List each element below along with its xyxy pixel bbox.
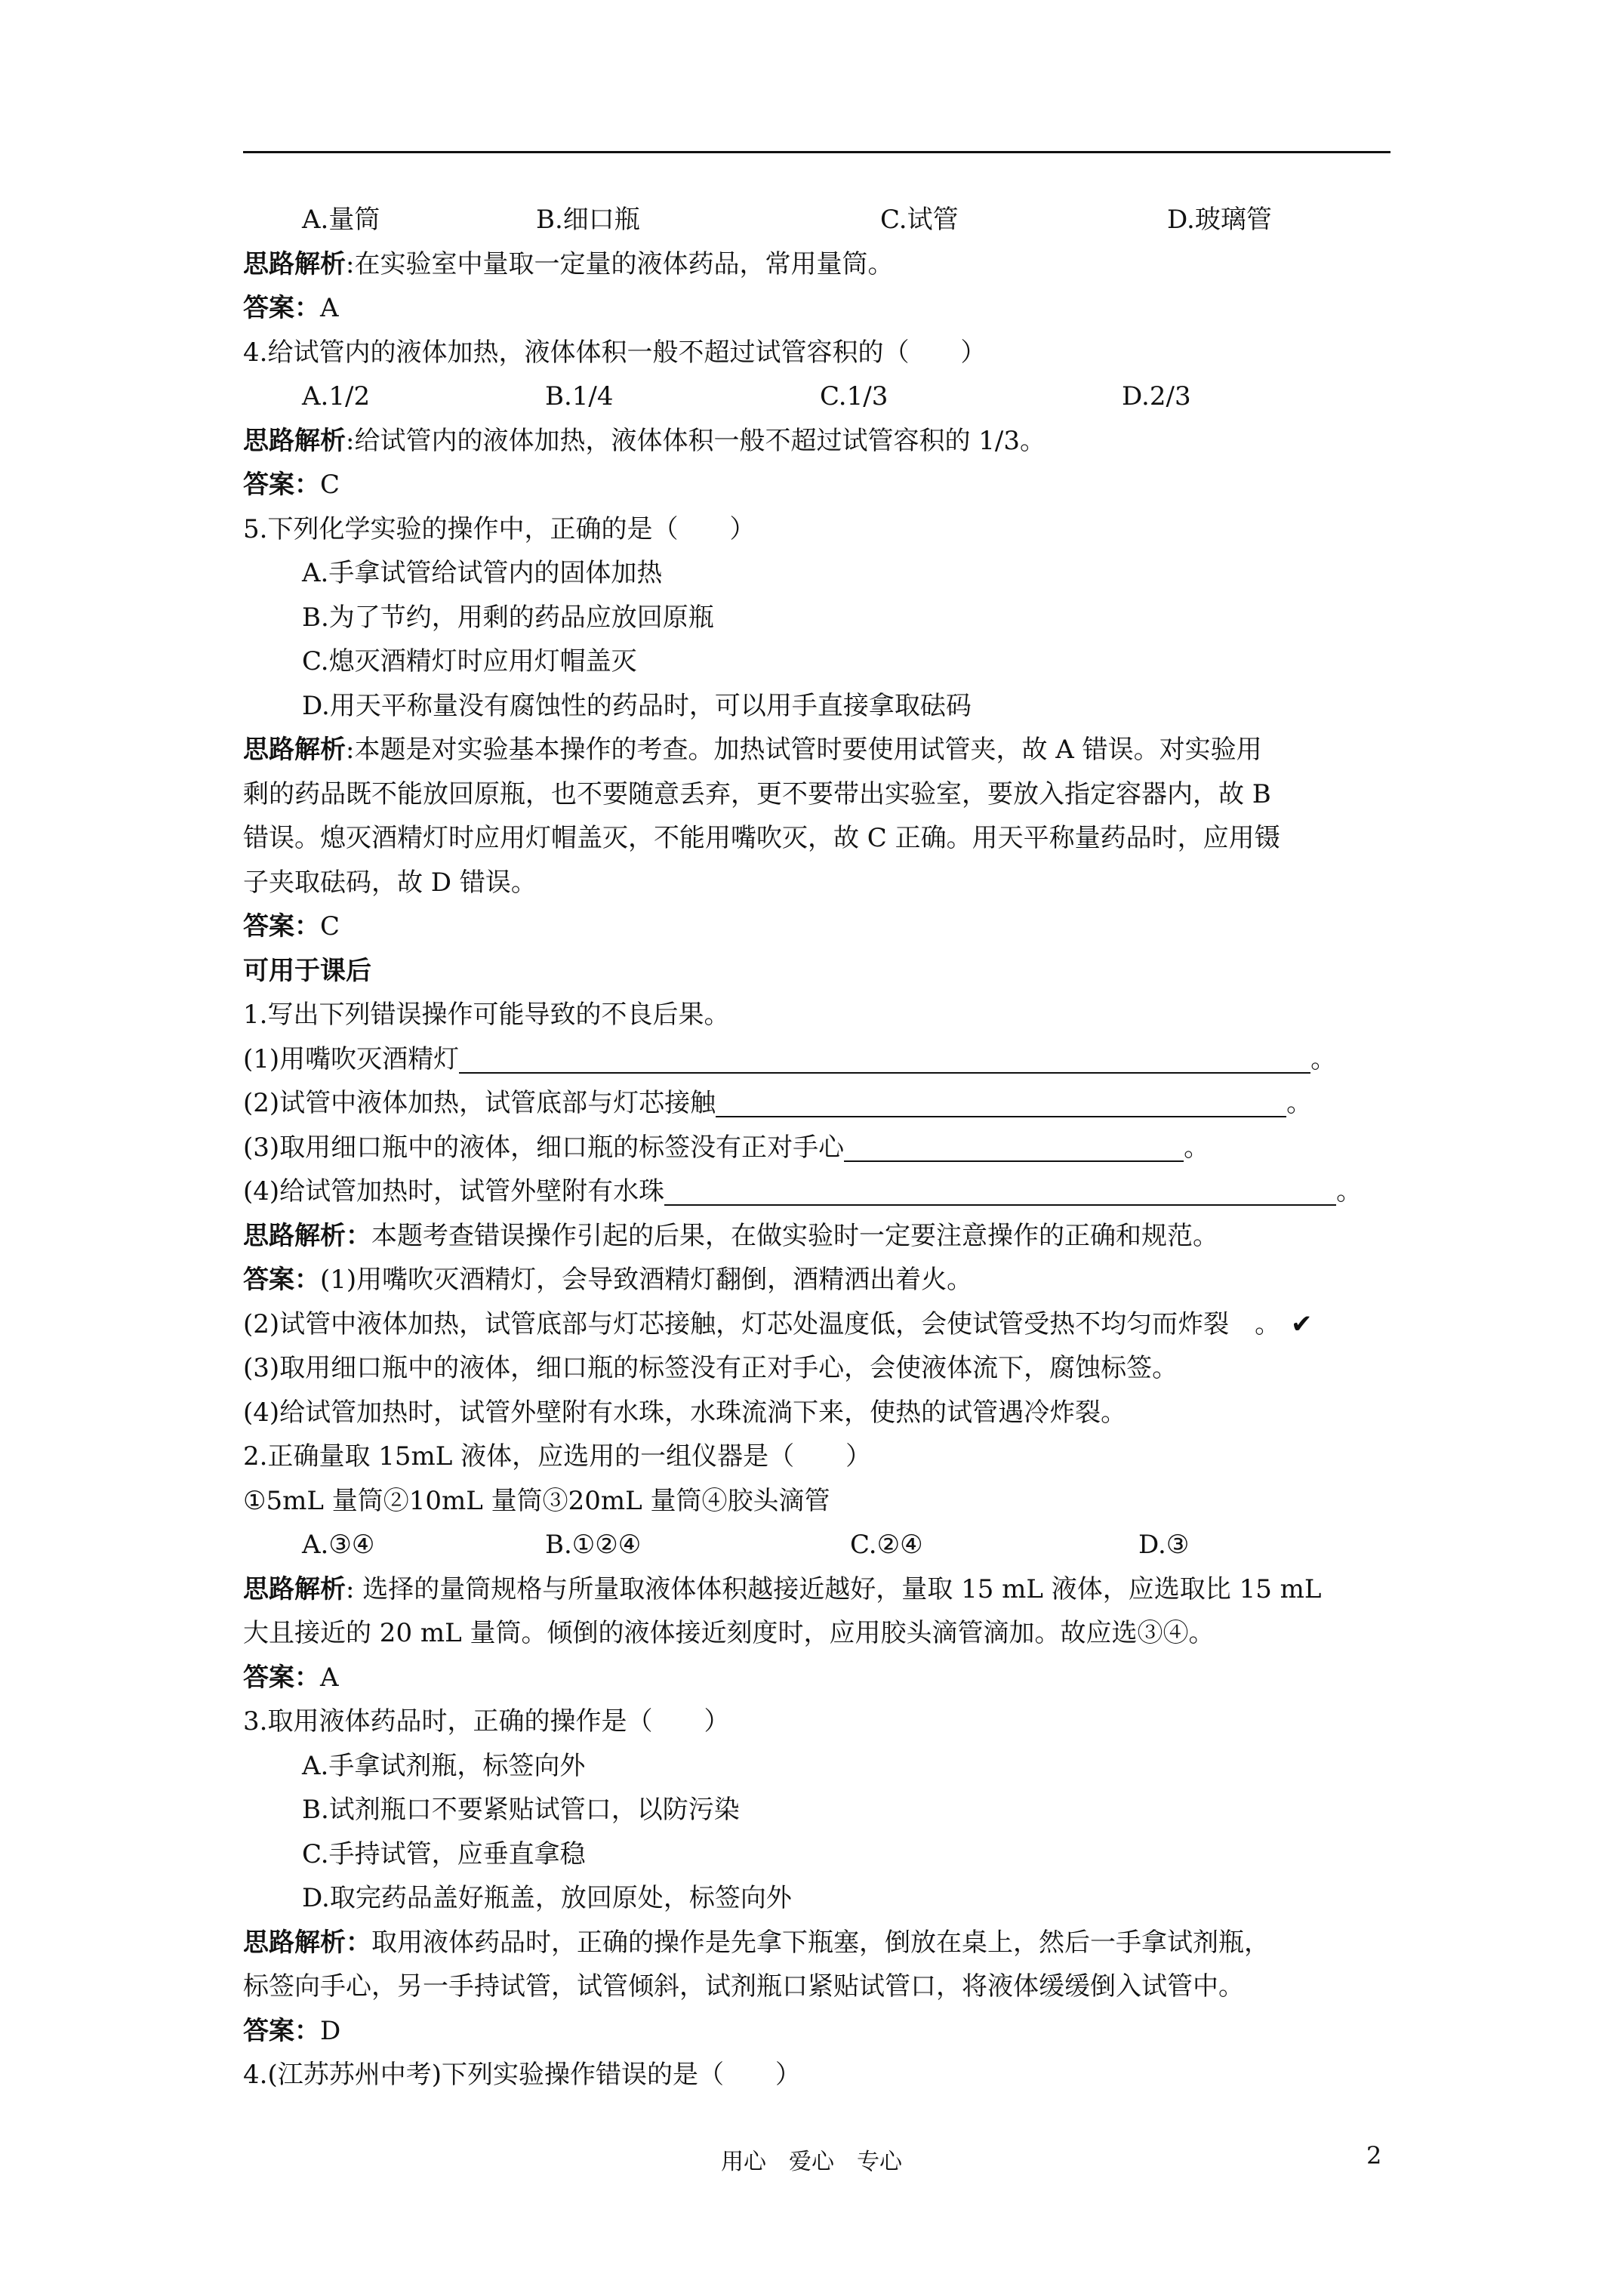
analysis-label: 思路解析： [243, 1220, 371, 1251]
after1-item-1 [243, 1037, 1406, 1082]
option: A.③④ [302, 1530, 375, 1560]
section-title: 可用于课后 [243, 955, 371, 986]
after1-answer-cont: (4)给试管加热时，试管外壁附有水珠，水珠流淌下来，使热的试管遇冷炸裂。 [243, 1397, 1127, 1428]
answer-blank[interactable] [664, 1176, 1336, 1206]
footer-motto: 用心 爱心 专心 [721, 2149, 902, 2175]
analysis-text: :在实验室中量取一定量的液体药品，常用量筒。 [346, 248, 894, 279]
option: D.玻璃管 [1167, 205, 1272, 235]
header-rule [243, 151, 1390, 153]
analysis-text: : 选择的量筒规格与所量取液体体积越接近越好，量取 15 mL 液体，应选取比 15 mL [346, 1573, 1322, 1604]
answer-value: C [320, 911, 340, 942]
answer-value: A [320, 1662, 339, 1693]
answer-blank[interactable] [844, 1132, 1184, 1162]
analysis-label: 思路解析 [243, 248, 346, 279]
answer-label: 答案： [243, 470, 320, 500]
option: B.细口瓶 [536, 205, 640, 235]
answer-label: 答案： [243, 911, 320, 942]
q5-analysis-cont: 错误。熄灭酒精灯时应用灯帽盖灭，不能用嘴吹灭，故 C 正确。用天平称量药品时，应用镊 [243, 823, 1280, 853]
analysis-text: 取用液体药品时，正确的操作是先拿下瓶塞，倒放在桌上，然后一手拿试剂瓶， [371, 1927, 1270, 1958]
option: D.2/3 [1122, 381, 1191, 411]
q4-question: 4.给试管内的液体加热，液体体积一般不超过试管容积的（ ） [243, 337, 987, 368]
item-text: (4)给试管加热时，试管外壁附有水珠 [243, 1176, 665, 1207]
after3-analysis-cont: 标签向手心，另一手持试管，试管倾斜，试剂瓶口紧贴试管口，将液体缓缓倒入试管中。 [243, 1971, 1244, 2002]
option: C.②④ [850, 1530, 923, 1560]
analysis-label: 思路解析 [243, 735, 346, 765]
q5-question: 5.下列化学实验的操作中，正确的是（ ） [243, 513, 756, 544]
after2-choices: ①5mL 量筒②10mL 量筒③20mL 量筒④胶头滴管 [243, 1485, 830, 1516]
option: A.量筒 [302, 205, 380, 235]
q5-option-d: D.用天平称量没有腐蚀性的药品时，可以用手直接拿取砝码 [302, 690, 972, 721]
answer-label: 答案： [243, 1662, 320, 1693]
after1-answer-cont: (3)取用细口瓶中的液体，细口瓶的标签没有正对手心，会使液体流下，腐蚀标签。 [243, 1353, 1178, 1383]
after3-option-d: D.取完药品盖好瓶盖，放回原处，标签向外 [302, 1883, 792, 1913]
after4-question: 4.(江苏苏州中考)下列实验操作错误的是（ ） [243, 2060, 801, 2090]
after2-options [243, 1523, 1406, 1567]
answer-label: 答案： [243, 1265, 320, 1295]
q4-answer [243, 463, 1406, 507]
q5-analysis-cont: 子夹取砝码，故 D 错误。 [243, 867, 537, 898]
period: 。 [1310, 1043, 1337, 1074]
option: B.①②④ [545, 1530, 642, 1560]
q3-analysis [243, 242, 1406, 287]
answer-value: D [320, 2015, 341, 2046]
after2-analysis-cont: 大且接近的 20 mL 量筒。倾倒的液体接近刻度时，应用胶头滴管滴加。故应选③④。 [243, 1618, 1215, 1648]
answer-label: 答案： [243, 293, 320, 323]
answer-blank[interactable] [716, 1087, 1286, 1117]
after1-item-4 [243, 1170, 1406, 1214]
document-body [243, 198, 1406, 2097]
analysis-text: :本题是对实验基本操作的考查。加热试管时要使用试管夹，故 A 错误。对实验用 [346, 735, 1262, 765]
after2-question: 2.正确量取 15mL 液体，应选用的一组仪器是（ ） [243, 1441, 872, 1472]
q3-options [243, 198, 1406, 242]
answer-text: (1)用嘴吹灭酒精灯，会导致酒精灯翻倒，酒精洒出着火。 [320, 1265, 973, 1295]
q4-options [243, 374, 1406, 419]
after2-answer [243, 1656, 1406, 1700]
after3-answer [243, 2009, 1406, 2054]
option: C.试管 [880, 205, 959, 235]
option: B.1/4 [545, 381, 614, 411]
after2-analysis [243, 1567, 1406, 1612]
option: D.③ [1138, 1530, 1190, 1560]
q5-option-b: B.为了节约，用剩的药品应放回原瓶 [302, 602, 714, 633]
answer-text: (2)试管中液体加热，试管底部与灯芯接触，灯芯处温度低，会使试管受热不均匀而炸裂 。 [243, 1308, 1281, 1339]
after1-item-2 [243, 1081, 1406, 1126]
after3-question: 3.取用液体药品时，正确的操作是（ ） [243, 1706, 730, 1737]
period: 。 [1184, 1132, 1210, 1163]
after1-analysis [243, 1214, 1406, 1259]
analysis-label: 思路解析： [243, 1927, 371, 1958]
check-mark-icon: ✔ [1291, 1308, 1313, 1339]
analysis-text: :给试管内的液体加热，液体体积一般不超过试管容积的 1/3。 [346, 425, 1046, 456]
period: 。 [1286, 1088, 1313, 1118]
answer-label: 答案： [243, 2015, 320, 2046]
item-text: (1)用嘴吹灭酒精灯 [243, 1043, 460, 1074]
after1-answer-cont [243, 1302, 1406, 1347]
q4-analysis [243, 419, 1406, 464]
page-number: 2 [1366, 2141, 1382, 2170]
q5-answer [243, 905, 1406, 949]
answer-value: C [320, 470, 340, 500]
q5-option-c: C.熄灭酒精灯时应用灯帽盖灭 [302, 646, 637, 676]
option: C.1/3 [820, 381, 888, 411]
after3-option-c: C.手持试管，应垂直拿稳 [302, 1838, 586, 1869]
item-text: (3)取用细口瓶中的液体，细口瓶的标签没有正对手心 [243, 1132, 845, 1163]
answer-blank[interactable] [459, 1043, 1310, 1074]
answer-value: A [320, 293, 339, 323]
q3-answer [243, 286, 1406, 331]
after1-answer [243, 1258, 1406, 1302]
item-text: (2)试管中液体加热，试管底部与灯芯接触 [243, 1088, 716, 1118]
period: 。 [1336, 1176, 1363, 1207]
after3-option-b: B.试剂瓶口不要紧贴试管口，以防污染 [302, 1795, 740, 1825]
after3-option-a: A.手拿试剂瓶，标签向外 [302, 1750, 586, 1781]
analysis-text: 本题考查错误操作引起的后果，在做实验时一定要注意操作的正确和规范。 [371, 1220, 1218, 1251]
q5-analysis [243, 728, 1406, 772]
q5-analysis-cont: 剩的药品既不能放回原瓶，也不要随意丢弃，更不要带出实验室，要放入指定容器内，故 B [243, 778, 1271, 809]
analysis-label: 思路解析 [243, 425, 346, 456]
after3-analysis [243, 1921, 1406, 1965]
after1-item-3 [243, 1126, 1406, 1170]
after1-question: 1.写出下列错误操作可能导致的不良后果。 [243, 1000, 730, 1030]
q5-option-a: A.手拿试管给试管内的固体加热 [302, 558, 663, 588]
analysis-label: 思路解析 [243, 1573, 346, 1604]
option: A.1/2 [302, 381, 371, 411]
